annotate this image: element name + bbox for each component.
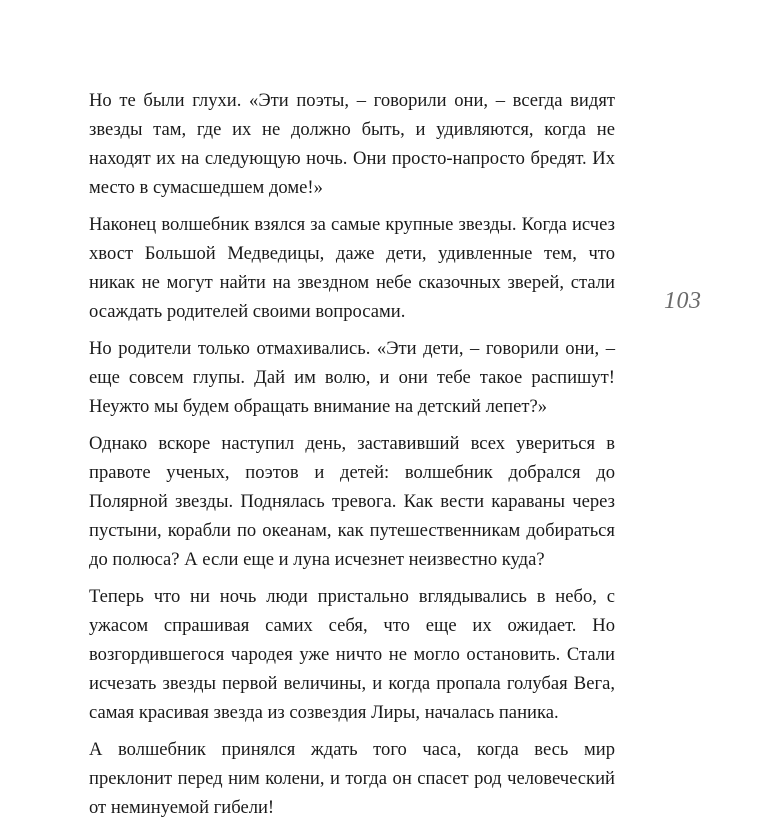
page-number: 103 (664, 288, 702, 314)
body-text (89, 86, 615, 830)
paragraph: Теперь что ни ночь люди пристально вглядывались в небо, с ужасом спрашивая самих себя, что еще их ожидает. Но возгордившегося чародея уже ничто не могло остановить. Стали исчезать звезды первой величины, и когда пропала голубая Вега, самая красивая звезда из созвездия Лиры, началась паника. (89, 586, 615, 723)
paragraph: Но родители только отмахивались. «Эти дети, – говорили они, – еще совсем глупы. Дай им волю, и они тебе такое распишут! Неужто мы будем обращать внимание на детский лепет?» (89, 338, 615, 417)
paragraph: Однако вскоре наступил день, заставивший всех увериться в правоте ученых, поэтов и детей: волшебник добрался до Полярной звезды. Поднялась тревога. Как вести караваны через пустыни, корабли по океанам, как путешественникам добираться до полюса? А если еще и луна исчезнет неизвестно куда? (89, 433, 615, 570)
paragraph: А волшебник принялся ждать того часа, когда весь мир преклонит перед ним колени, и тогда он спасет род человеческий от неминуемой гибели! (89, 739, 615, 818)
paragraph: Но те были глухи. «Эти поэты, – говорили они, – всегда видят звезды там, где их не должно быть, и удивляются, когда не находят их на следующую ночь. Они просто-напросто бредят. Их место в сумасшедшем доме!» (89, 90, 615, 198)
paragraph: Наконец волшебник взялся за самые крупные звезды. Когда исчез хвост Большой Медведицы, даже дети, удивленные тем, что никак не могут найти на звездном небе сказочных зверей, стали осаждать родителей своими вопросами. (89, 214, 615, 322)
